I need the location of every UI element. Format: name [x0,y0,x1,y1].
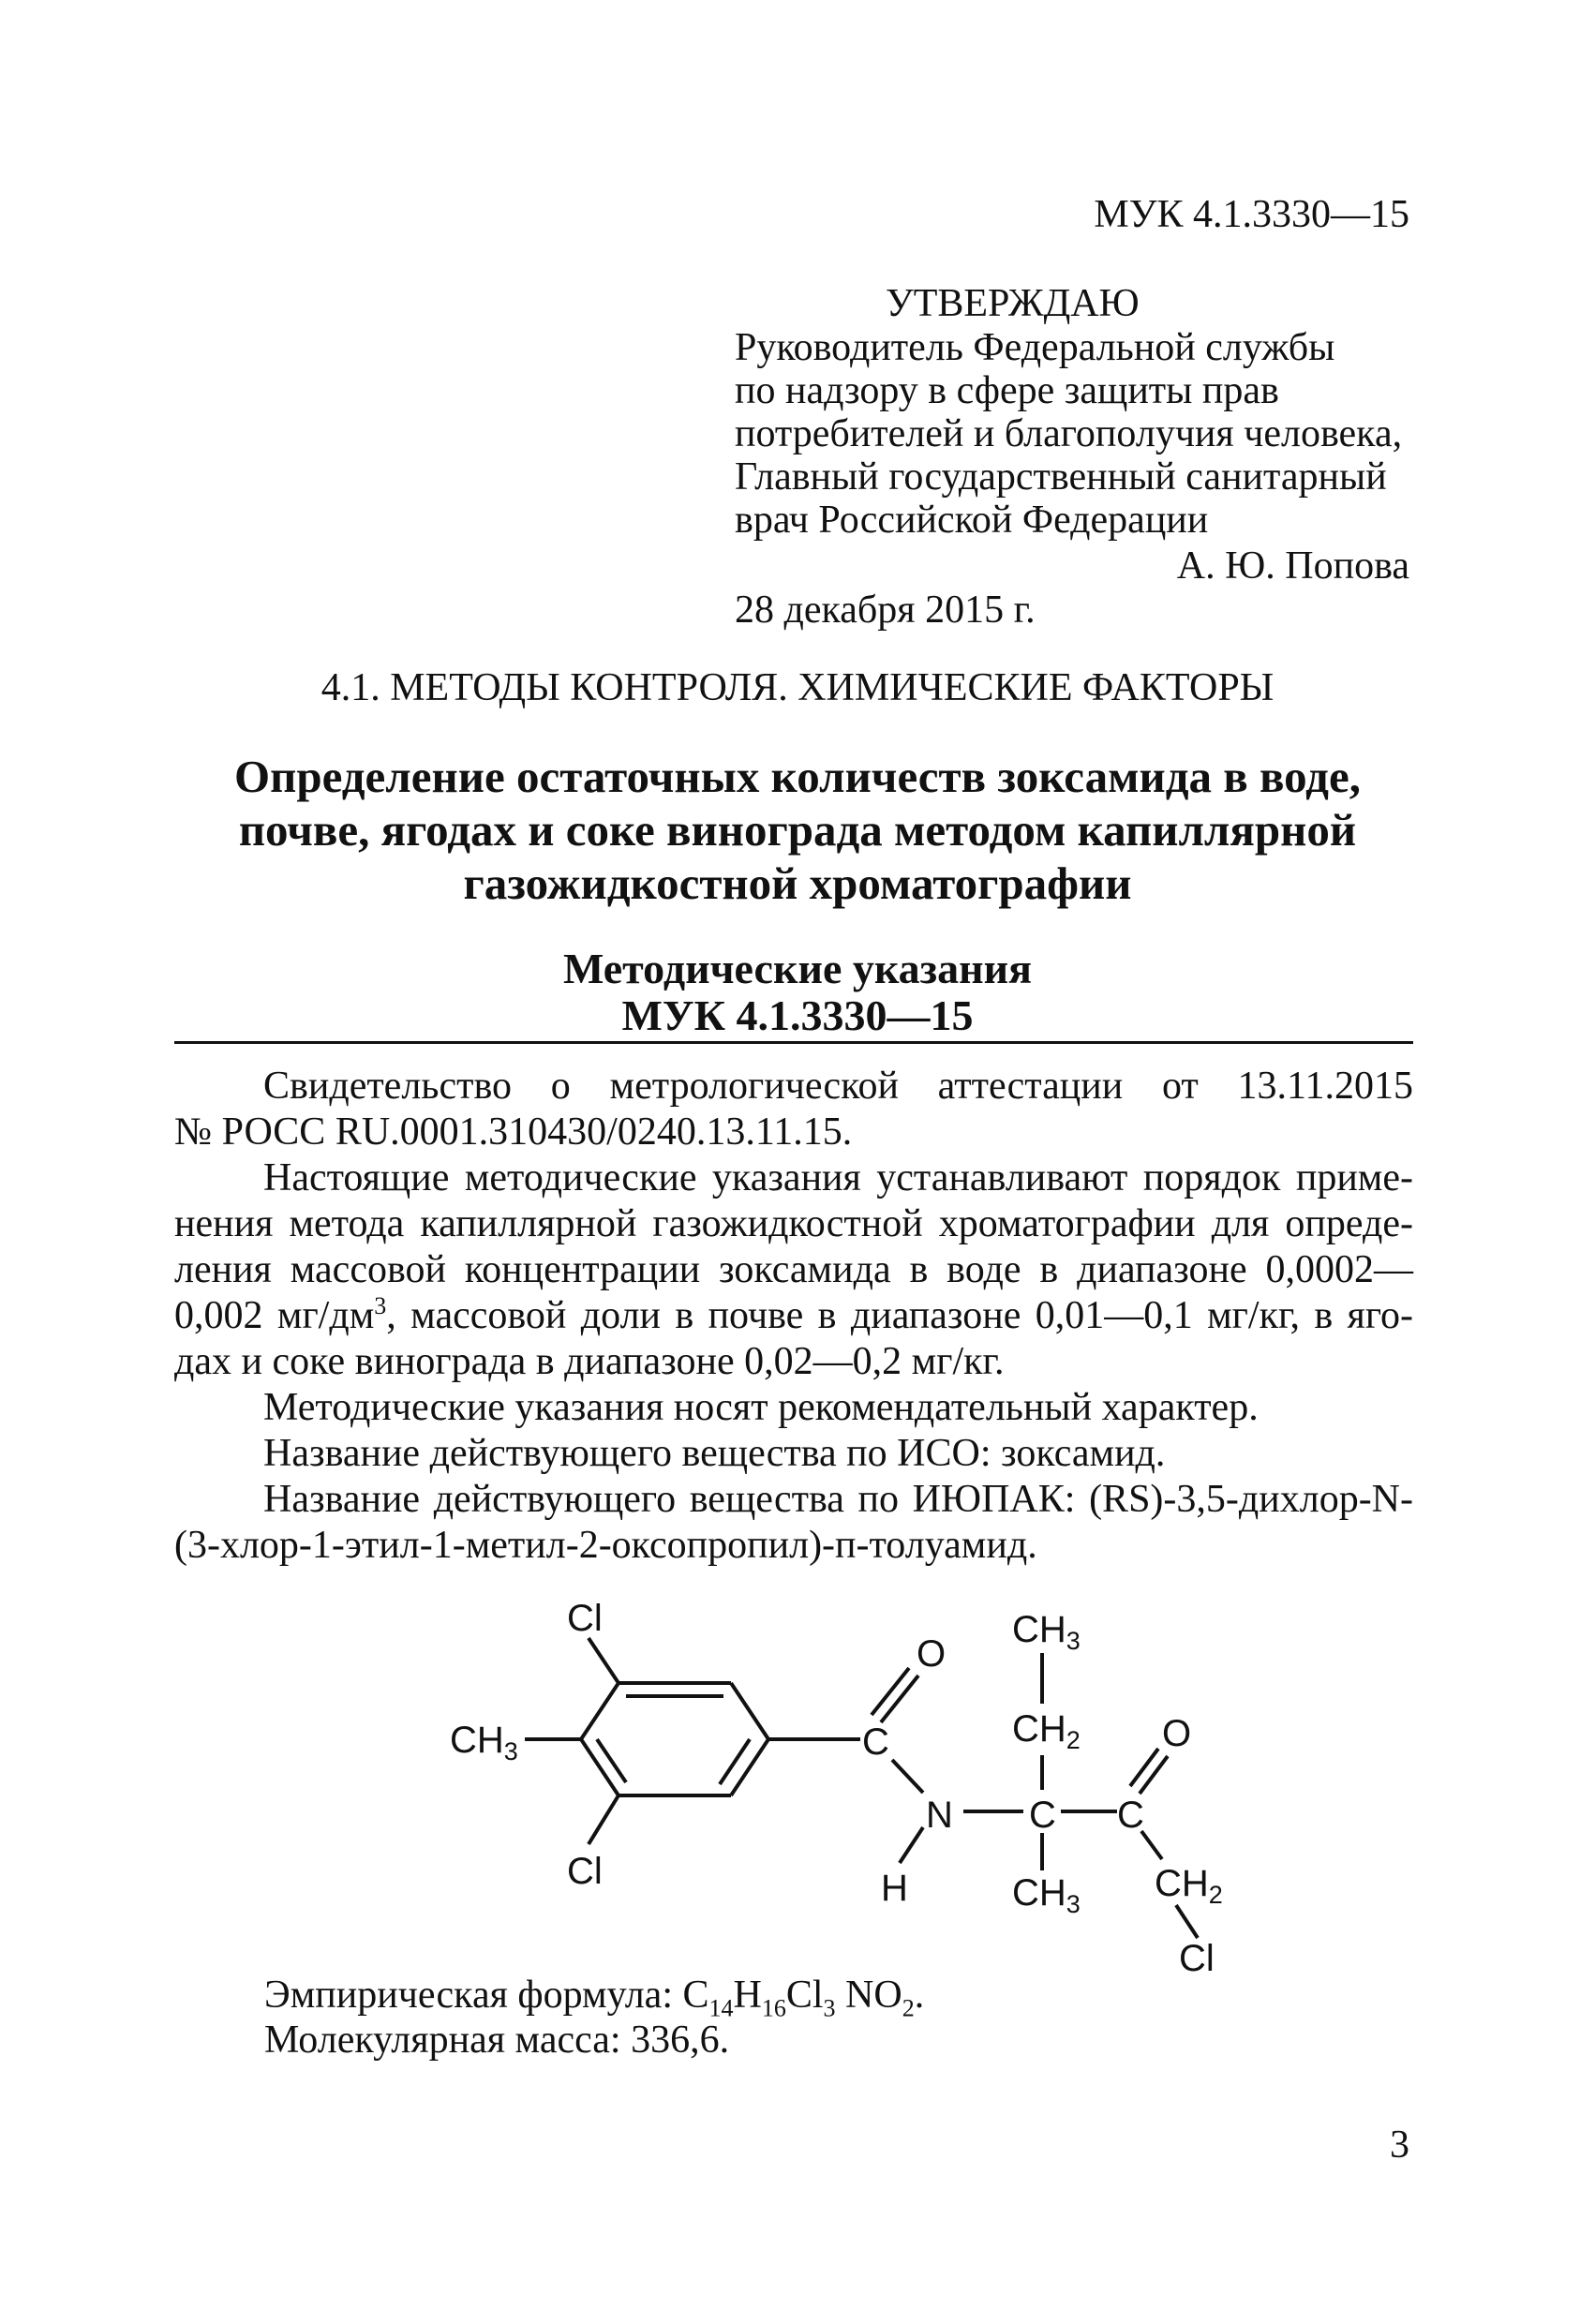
document-body [174,1064,1413,1569]
paragraph-line: Методические указания носят рекомендательный характер. [263,1386,1259,1429]
ch3-top-text: CH [1012,1609,1066,1650]
section-heading: 4.1. МЕТОДЫ КОНТРОЛЯ. ХИМИЧЕСКИЕ ФАКТОРЫ [320,666,1275,709]
h-label: H [881,1868,908,1909]
page-number: 3 [1390,2123,1409,2167]
approval-date: 28 декабря 2015 г. [735,588,1036,632]
approval-signer: А. Ю. Попова [1176,544,1409,588]
formula-part: C [682,1974,709,2017]
text-run: 0,002 мг/дм [174,1294,375,1337]
o-amide-label: O [917,1633,947,1675]
paragraph-line: Настоящие методические указания устанавливают порядок приме- [263,1156,1413,1199]
approval-line: Главный государственный санитарный [735,455,1387,499]
paragraph-line: Название действующего вещества по ИЮПАК: (RS)-3,5-дихлор-N- [263,1478,1413,1521]
ch3-bottom-sub: 3 [1066,1890,1081,1918]
formula-subscript: 14 [708,1994,734,2022]
ch2-mid-label [1012,1708,1081,1754]
structure-bonds [525,1638,1198,1938]
paragraph-line: ления массовой концентрации зоксамида в воде в диапазоне 0,0002— [174,1248,1413,1291]
ch2-right-text: CH [1155,1863,1209,1904]
ch2-right-label [1155,1863,1223,1909]
formula-subscript: 2 [902,1994,915,2022]
approval-line: Руководитель Федеральной службы [735,326,1335,369]
cl-top-label: Cl [567,1598,603,1639]
formula-part: Cl [785,1974,824,2017]
paragraph-line: нения метода капиллярной газожидкостной хроматографии для опреде- [174,1202,1413,1245]
document-title [0,750,1595,910]
ch3-left-text: CH [450,1720,504,1761]
text-run: , массовой доли в почве в диапазоне 0,01—0,1 мг/кг, в яго- [386,1294,1414,1337]
o-ketone-label: O [1162,1713,1192,1754]
document-code: МУК 4.1.3330—15 [1094,193,1409,236]
ring-bond [581,1683,619,1739]
ch2-right-sub: 2 [1208,1881,1223,1909]
cl-bottom-label: Cl [567,1851,603,1892]
molecular-mass: Молекулярная масса: 336,6. [264,2019,730,2062]
ketone-double-bond [1130,1749,1158,1786]
approval-block [735,326,1402,542]
ring-bond [581,1739,619,1795]
ch2-mid-sub: 2 [1066,1726,1081,1754]
title-line: Определение остаточных количеств зоксамида в воде, [234,751,1361,802]
n-h-bond [900,1827,923,1863]
advisory-paragraph [174,1385,1413,1431]
cl-right-label: Cl [1179,1938,1215,1979]
c-n-bond [892,1760,923,1793]
ring-double-bond [597,1739,626,1782]
formula-subscript: 16 [761,1994,786,2022]
c-amide-label: C [862,1721,889,1763]
paragraph-line: № РОСС RU.0001.310430/0240.13.11.15. [174,1110,853,1154]
approval-heading: УТВЕРЖДАЮ [886,282,1140,325]
scope-paragraph [174,1155,1413,1385]
cl-bond [589,1795,619,1844]
ring-bond [731,1683,768,1739]
n-label: N [926,1795,953,1836]
ketone-double-bond [1140,1756,1168,1794]
formula-part: H [733,1974,762,2017]
formula-subscript: 3 [823,1994,836,2022]
c-ketone-label: C [1117,1795,1144,1836]
ch3-bottom-text: CH [1012,1872,1066,1914]
ring-bond [731,1739,768,1795]
paragraph-line: Название действующего вещества по ИСО: зоксамид. [263,1432,1166,1475]
empirical-formula [264,1973,925,2022]
title-line: газожидкостной хроматографии [463,857,1132,909]
iso-name-paragraph [174,1431,1413,1477]
ch3-top-sub: 3 [1066,1627,1081,1655]
approval-line: по надзору в сфере защиты прав [735,369,1279,412]
paragraph-line: Свидетельство о метрологической аттестации от 13.11.2015 [263,1065,1413,1108]
document-type: Методические указания [562,945,1033,992]
ch3-left-sub: 3 [503,1737,518,1765]
approval-line: потребителей и благополучия человека, [735,412,1403,455]
iupac-name-paragraph [174,1477,1413,1569]
document-number: МУК 4.1.3330—15 [621,991,974,1039]
structural-formula [412,1582,1256,2013]
paragraph-line: дах и соке винограда в диапазоне 0,02—0,2 мг/кг. [174,1340,1005,1383]
structure-labels [450,1598,1223,1979]
approval-line: врач Российской Федерации [735,499,1209,542]
ch3-top-label [1012,1609,1081,1655]
superscript: 3 [374,1292,387,1319]
ch3-left-label [450,1720,518,1765]
formula-part: . [914,1974,925,2017]
cl-bond [589,1638,619,1683]
c-ch2-bond [1141,1831,1162,1859]
paragraph-line [174,1293,1413,1339]
paragraph-line: (3-хлор-1-этил-1-метил-2-оксопропил)-п-толуамид. [174,1524,1037,1567]
formula-part: NO [835,1974,902,2017]
ch2-mid-text: CH [1012,1708,1066,1750]
ch3-bottom-label [1012,1872,1081,1918]
title-divider [174,1041,1413,1044]
c-quat-label: C [1029,1795,1056,1836]
ch2-cl-bond [1176,1905,1198,1938]
title-line: почве, ягодах и соке винограда методом капиллярной [238,804,1357,856]
certificate-paragraph [174,1064,1413,1155]
formula-label: Эмпирическая формула: [264,1974,683,2017]
